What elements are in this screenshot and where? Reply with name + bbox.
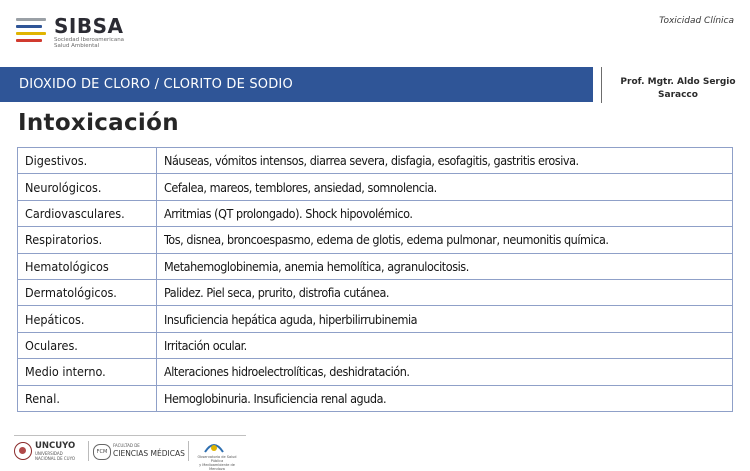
observatory-logo-icon [203,440,225,454]
table-row [18,332,733,358]
table-row [18,279,733,305]
brand-subtitle [54,37,174,49]
topic-title: DIOXIDO DE CLORO / CLORITO DE SODIO [19,77,293,92]
row-category: Oculares. [18,332,157,358]
row-description: Náuseas, vómitos intensos, diarrea severa, disfagia, esofagitis, gastritis erosiva. [157,148,733,174]
observatory-name-line1: Observatorio de Salud Pública [197,455,237,463]
row-description: Arritmias (QT prolongado). Shock hipovolémico. [157,200,733,226]
table-row [18,385,733,411]
table-row [18,253,733,279]
intoxication-table-body [18,148,733,412]
row-category: Digestivos. [18,148,157,174]
author-line1: Prof. Mgtr. Aldo Sergio [620,77,736,87]
footer-separator [88,441,89,461]
footer-separator [188,441,189,461]
course-name: Toxicidad Clínica [659,16,734,26]
table-row [18,359,733,385]
observatory-name-line2: y Medioambiente de Mendoza [199,463,235,471]
brand-subtitle-line2: Salud Ambiental [54,43,100,49]
row-description: Metahemoglobinemia, anemia hemolítica, agranulocitosis. [157,253,733,279]
author-line2: Saracco [658,90,698,100]
table-row [18,227,733,253]
table-row [18,148,733,174]
row-description: Cefalea, mareos, temblores, ansiedad, somnolencia. [157,174,733,200]
university-subtitle-line1: UNIVERSIDAD [35,451,63,456]
row-category: Renal. [18,385,157,411]
row-category: Cardiovasculares. [18,200,157,226]
row-description: Hemoglobinuria. Insuficiencia renal aguda. [157,385,733,411]
row-description: Alteraciones hidroelectrolíticas, deshidratación. [157,359,733,385]
row-description: Palidez. Piel seca, prurito, distrofia cutánea. [157,279,733,305]
row-category: Neurológicos. [18,174,157,200]
row-description: Insuficiencia hepática aguda, hiperbilirrubinemia [157,306,733,332]
university-subtitle-line2: NACIONAL DE CUYO [35,455,75,461]
topic-band [0,67,593,102]
row-category: Medio interno. [18,359,157,385]
author [612,76,744,102]
row-category: Hematológicos [18,253,157,279]
sibsa-logo [16,14,176,54]
header-divider [601,67,602,103]
university-seal-icon [14,442,32,460]
footer-divider [14,435,246,436]
row-description: Irritación ocular. [157,332,733,358]
page-title: Intoxicación [18,110,179,136]
row-description: Tos, disnea, broncoespasmo, edema de glotis, edema pulmonar, neumonitis química. [157,227,733,253]
intoxication-table [17,147,733,412]
faculty-name: CIENCIAS MÉDICAS [113,449,185,458]
row-category: Dermatológicos. [18,279,157,305]
university-subtitle [35,452,85,461]
table-row [18,306,733,332]
sibsa-logo-mark-icon [16,18,50,48]
footer-logos [14,439,254,471]
faculty-label: FACULTAD DE [113,443,140,448]
table-row [18,174,733,200]
brand-subtitle-line1: Sociedad Iberoamericana [54,37,125,43]
row-category: Respiratorios. [18,227,157,253]
row-category: Hepáticos. [18,306,157,332]
brand-name: SIBSA [54,14,124,38]
table-row [18,200,733,226]
faculty-badge: FCM [93,444,111,460]
university-name: UNCUYO [35,441,76,451]
